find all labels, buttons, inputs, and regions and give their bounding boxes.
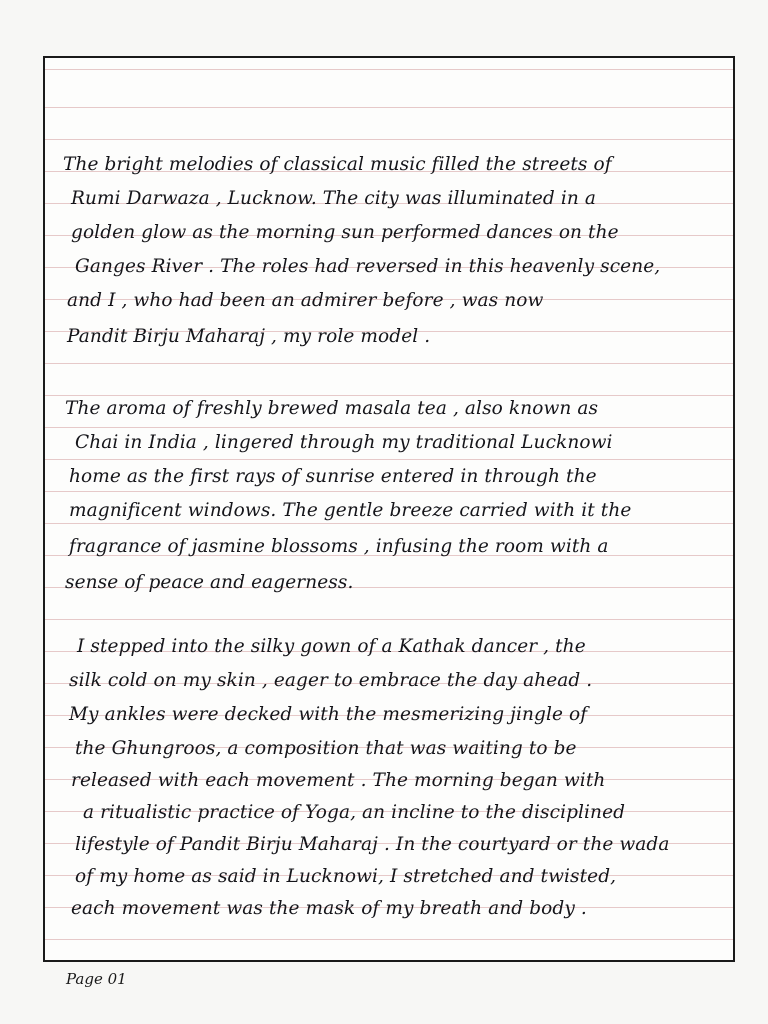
- text-line: Chai in India , lingered through my traditional Lucknowi: [75, 432, 613, 453]
- text-line: magnificent windows. The gentle breeze carried with it the: [69, 500, 632, 521]
- text-line: lifestyle of Pandit Birju Maharaj . In the courtyard or the wada: [75, 834, 670, 855]
- text-line: the Ghungroos, a composition that was waiting to be: [75, 738, 577, 759]
- text-line: golden glow as the morning sun performed dances on the: [71, 222, 619, 243]
- text-line: Ganges River . The roles had reversed in this heavenly scene,: [75, 256, 661, 277]
- text-line: The aroma of freshly brewed masala tea , also known as: [65, 398, 599, 419]
- text-line: My ankles were decked with the mesmerizing jingle of: [69, 704, 588, 725]
- text-line: released with each movement . The morning began with: [71, 770, 606, 791]
- text-line: I stepped into the silky gown of a Kathak dancer , the: [77, 636, 586, 657]
- text-line: home as the first rays of sunrise entered in through the: [69, 466, 597, 487]
- text-line: fragrance of jasmine blossoms , infusing the room with a: [69, 536, 609, 557]
- text-line: each movement was the mask of my breath and body .: [71, 898, 587, 919]
- text-line: of my home as said in Lucknowi, I stretched and twisted,: [75, 866, 617, 887]
- text-line: sense of peace and eagerness.: [65, 572, 354, 593]
- page-number: Page 01: [66, 970, 127, 988]
- text-line: Pandit Birju Maharaj , my role model .: [67, 326, 431, 347]
- text-line: a ritualistic practice of Yoga, an incline to the disciplined: [83, 802, 626, 823]
- text-line: and I , who had been an admirer before , was now: [67, 290, 544, 311]
- text-line: silk cold on my skin , eager to embrace the day ahead .: [69, 670, 593, 691]
- text-line: The bright melodies of classical music filled the streets of: [63, 154, 612, 175]
- text-line: Rumi Darwaza , Lucknow. The city was illuminated in a: [71, 188, 596, 209]
- notebook-page: [43, 56, 735, 962]
